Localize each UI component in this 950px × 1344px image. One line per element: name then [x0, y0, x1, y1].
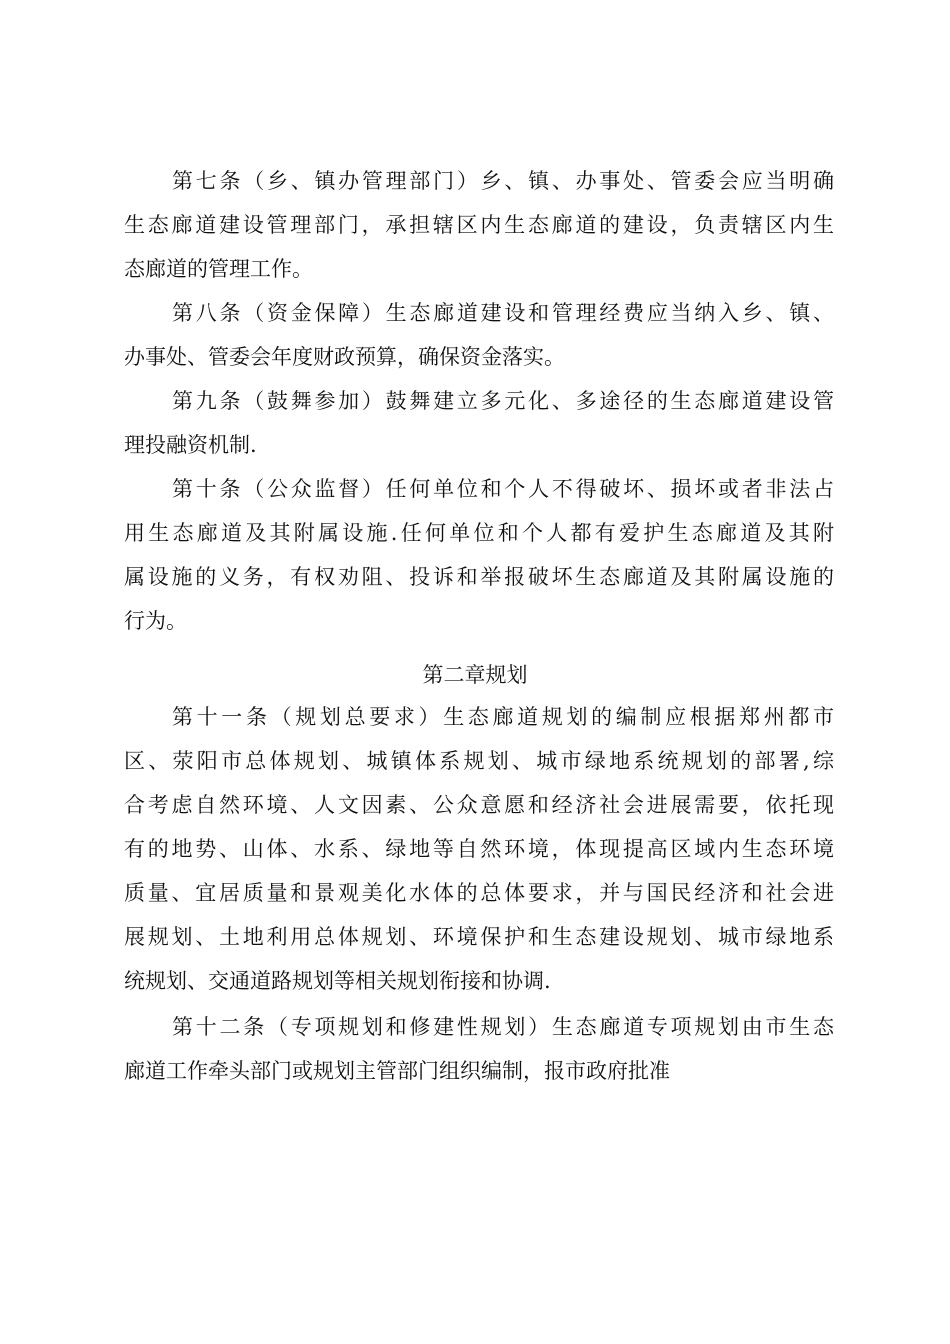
article-10-line-1: 第十条（公众监督）任何单位和个人不得破坏、损坏或者非法占: [172, 477, 834, 501]
article-7-line-2: 生态廊道建设管理部门，承担辖区内生态廊道的建设，负责辖区内生: [124, 213, 834, 237]
article-10-line-2: 用生态廊道及其附属设施.任何单位和个人都有爱护生态廊道及其附: [124, 521, 834, 545]
article-7-line-1: 第七条（乡、镇办管理部门）乡、镇、办事处、管委会应当明确: [172, 169, 834, 193]
article-12-line-1: 第十二条（专项规划和修建性规划）生态廊道专项规划由市生态: [172, 1015, 834, 1039]
article-9-line-1: 第九条（鼓舞参加）鼓舞建立多元化、多途径的生态廊道建设管: [172, 389, 834, 413]
article-11-line-4: 有的地势、山体、水系、绿地等自然环境，体现提高区域内生态环境: [124, 837, 834, 861]
article-10-line-3: 属设施的义务，有权劝阻、投诉和举报破坏生态廊道及其附属设施的: [124, 565, 834, 589]
article-9-line-2: 理投融资机制.: [124, 433, 257, 457]
chapter-heading: 第二章规划: [422, 663, 528, 687]
article-11-line-6: 展规划、土地利用总体规划、环境保护和生态建设规划、城市绿地系: [124, 925, 834, 949]
article-11-line-1: 第十一条（规划总要求）生态廊道规划的编制应根据郑州都市: [172, 705, 834, 729]
article-11-line-2: 区、荥阳市总体规划、城镇体系规划、城市绿地系统规划的部署,综: [124, 749, 834, 773]
article-8-line-2: 办事处、管委会年度财政预算，确保资金落实。: [124, 345, 565, 369]
article-11-line-5: 质量、宜居质量和景观美化水体的总体要求，并与国民经济和社会进: [124, 881, 834, 905]
article-8-line-1: 第八条（资金保障）生态廊道建设和管理经费应当纳入乡、镇、: [172, 301, 834, 325]
article-11-line-7: 统规划、交通道路规划等相关规划衔接和协调.: [124, 969, 551, 993]
article-10-line-4: 行为。: [124, 609, 187, 633]
article-11-line-3: 合考虑自然环境、人文因素、公众意愿和经济社会进展需要，依托现: [124, 793, 834, 817]
article-12-line-2: 廊道工作牵头部门或规划主管部门组织编制，报市政府批准: [124, 1059, 670, 1083]
article-7-line-3: 态廊道的管理工作。: [124, 257, 313, 281]
